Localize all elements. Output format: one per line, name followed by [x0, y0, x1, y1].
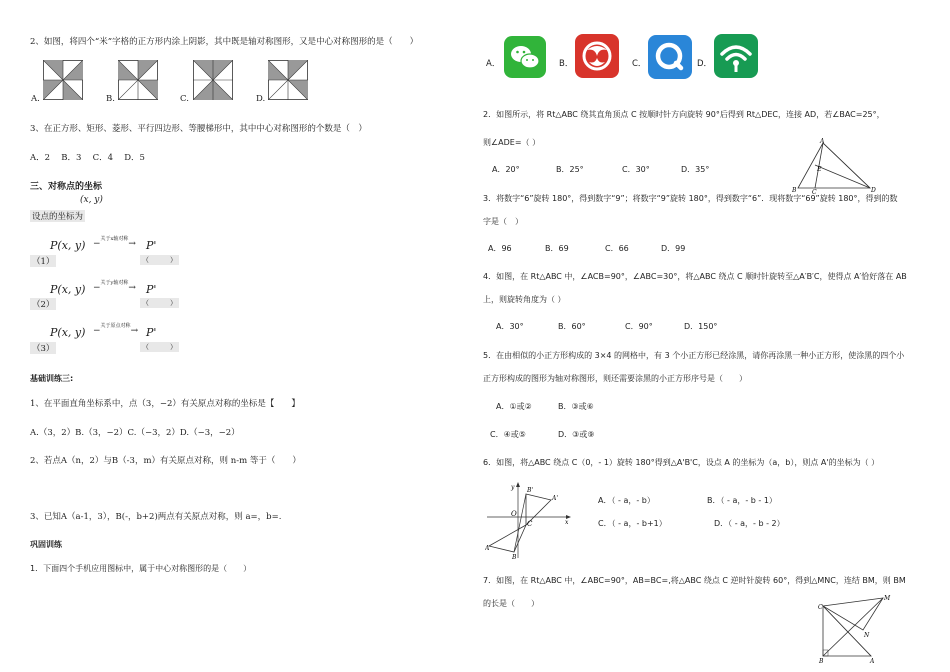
right-q4-opt-d: D．150°: [684, 322, 718, 331]
arrow-2: −$^{关于y轴对称}$→: [93, 280, 136, 293]
right-q3-opt-a: A．96: [488, 244, 512, 253]
fig-q2-label-d: D: [871, 187, 876, 194]
fig-q2-label-b: B: [792, 187, 797, 194]
right-q6-opt-d: D．（ - a，- b - 2）: [714, 519, 785, 528]
right-q5-line2: 正方形构成的图形为轴对称图形，则还需要涂黑的小正方形序号是（ ）: [483, 374, 747, 383]
option-a-label: A.: [31, 94, 40, 104]
q7-triangle-figure: [815, 592, 895, 664]
fig-q2-label-c: C: [812, 189, 817, 195]
row-label-3: （3）: [32, 344, 55, 354]
fig-q6-label-b: B: [512, 554, 517, 560]
right-q3-line1: 3．将数字“6”旋转 180°，得到数字“9”；将数字“9”旋转 180°，得到数字“6”．现将数字“69”旋转 180°，得到的数: [483, 194, 898, 203]
q6-coordinate-figure: [485, 480, 575, 560]
row-label-2: （2）: [32, 300, 55, 310]
right-q2-line1: 2．如图所示，将 Rt△ABC 绕其直角顶点 C 按顺时针方向旋转 90°后得到 Rt△DEC，连接 AD，若∠BAC=25°，: [483, 110, 885, 119]
fig-q6-label-o: O: [511, 510, 517, 518]
p-formula-2: P(x, y): [50, 283, 86, 296]
assume-label: 设点的坐标为: [32, 212, 84, 222]
right-q4-line2: 上，则旋转角度为（ ）: [483, 295, 566, 304]
fig-q6-label-y: y: [511, 484, 515, 491]
right-q5-opt-c: C．④或⑤: [490, 430, 526, 439]
fig-q2-label-a: A: [820, 138, 825, 145]
right-q7-line1: 7．如图，在 Rt△ABC 中，∠ABC=90°，AB=BC=,将△ABC 绕点 C 逆时针旋转 60°，得到△MNC，连结 BM，则 BM: [483, 576, 906, 585]
left-q3: 3、在正方形、矩形、菱形、平行四边形、等腰梯形中，其中中心对称图形的个数是（ ）: [30, 124, 367, 134]
app-option-b: B．: [559, 59, 574, 69]
option-d-label: D.: [256, 94, 266, 104]
left-q2: 2、如图，将四个“米”字格的正方形内涂上阴影，其中既是轴对称图形，又是中心对称图形的是（ ）: [30, 37, 419, 47]
option-d-square: [268, 60, 308, 100]
right-q4-opt-b: B．60°: [558, 322, 586, 331]
option-a-square: [43, 60, 83, 100]
p-prime-3: P': [146, 326, 157, 339]
right-q6-opt-a: A．（ - a，- b）: [598, 496, 655, 505]
p-formula-3: P(x, y): [50, 326, 86, 339]
right-q2-opt-a: A．20°: [492, 165, 520, 174]
fig-q7-label-a: A: [870, 658, 875, 664]
coord-formula: (x, y): [80, 195, 103, 205]
fig-q6-label-aprime: A': [552, 495, 558, 502]
option-b-label: B.: [106, 94, 115, 104]
right-q2-opt-d: D．35°: [681, 165, 710, 174]
right-q6-opt-c: C．（ - a，- b+1）: [598, 519, 667, 528]
fig-q7-label-n: N: [864, 632, 870, 639]
consolidate-title: 巩固训练: [30, 540, 62, 549]
weibo-icon: [575, 34, 619, 78]
basic-q1: 1、在平面直角坐标系中，点（3，−2）有关原点对称的坐标是【 】: [30, 399, 300, 409]
right-q3-line2: 字是（ ）: [483, 217, 523, 226]
wechat-icon: [504, 36, 546, 78]
option-b-square: [118, 60, 158, 100]
fig-q6-label-a: A: [485, 545, 490, 552]
wifi-icon: [714, 34, 758, 78]
right-q4-line1: 4．如图，在 Rt△ABC 中，∠ACB=90°，∠ABC=30°，将△ABC 绕点 C 顺时针旋转至△A′B′C，使得点 A′恰好落在 AB: [483, 272, 907, 281]
fig-q6-label-bprime: B': [527, 487, 534, 494]
row-label-1: （1）: [32, 257, 55, 267]
answer-blank-1[interactable]: （ ）: [142, 256, 177, 264]
right-q5-opt-d: D．③或⑨: [558, 430, 595, 439]
right-q5-opt-a: A．①或②: [496, 402, 532, 411]
right-q6: 6．如图，将△ABC 绕点 C（0，- 1）旋转 180°得到△A'B'C，设点 A 的坐标为（a，b），则点 A'的坐标为（ ）: [483, 458, 880, 467]
app-option-c: C．: [632, 59, 647, 69]
right-q5-opt-b: B．③或⑥: [558, 402, 594, 411]
consolidate-q1: 1．下面四个手机应用图标中，属于中心对称图形的是（ ）: [30, 564, 252, 573]
right-q2-line2: 则∠ADE=（ ）: [483, 138, 541, 147]
answer-blank-3[interactable]: （ ）: [142, 343, 177, 351]
q2-triangle-figure: [790, 137, 880, 195]
right-q7-line2: 的长是（ ）: [483, 599, 539, 608]
option-c-label: C.: [180, 94, 189, 104]
answer-blank-2[interactable]: （ ）: [142, 299, 177, 307]
fig-q2-label-e: E: [817, 166, 822, 173]
right-q3-opt-d: D．99: [661, 244, 686, 253]
basic-q1-options: A.（3，2）B.（3，−2）C.（−3，2）D.（−3，−2）: [30, 428, 240, 438]
option-c-square: [193, 60, 233, 100]
right-q4-opt-a: A．30°: [496, 322, 524, 331]
fig-q7-label-m: M: [884, 595, 891, 602]
app-option-a: A．: [486, 59, 501, 69]
p-prime-2: P': [146, 283, 157, 296]
basic-q3: 3、已知A（a-1，3），B(-，b+2)两点有关原点对称，则 a=，b=.: [30, 512, 282, 522]
arrow-1: −$^{关于x轴对称}$→: [93, 236, 136, 249]
p-formula-1: P(x, y): [50, 239, 86, 252]
fig-q6-label-c: C: [527, 520, 533, 528]
right-q2-opt-b: B．25°: [556, 165, 584, 174]
fig-q7-label-c: C: [818, 604, 823, 611]
basic-q2: 2、若点A（n，2）与B（-3，m）有关原点对称，则 n-m 等于（ ）: [30, 456, 301, 466]
section-title: 三、对称点的坐标: [30, 182, 103, 192]
fig-q6-label-x: x: [565, 519, 569, 526]
right-q2-opt-c: C．30°: [622, 165, 650, 174]
right-q3-opt-b: B．69: [545, 244, 569, 253]
right-q4-opt-c: C．90°: [625, 322, 653, 331]
app-option-d: D．: [697, 59, 713, 69]
right-q5-line1: 5．在由相似的小正方形构成的 3×4 的网格中，有 3 个小正方形已经涂黑，请你再涂黑一种小正方形，使涂黑的四个小: [483, 351, 905, 360]
arrow-3: −$^{关于原点对称}$→: [93, 323, 139, 336]
right-q3-opt-c: C．66: [605, 244, 629, 253]
q-search-icon: [648, 35, 692, 79]
left-q3-options: A．2 B．3 C．4 D．5: [30, 153, 145, 163]
basic-training-title: 基础训练三:: [30, 374, 74, 383]
p-prime-1: P': [146, 239, 157, 252]
fig-q7-label-b: B: [819, 658, 824, 664]
right-q6-opt-b: B．（ - a，- b - 1）: [707, 496, 777, 505]
